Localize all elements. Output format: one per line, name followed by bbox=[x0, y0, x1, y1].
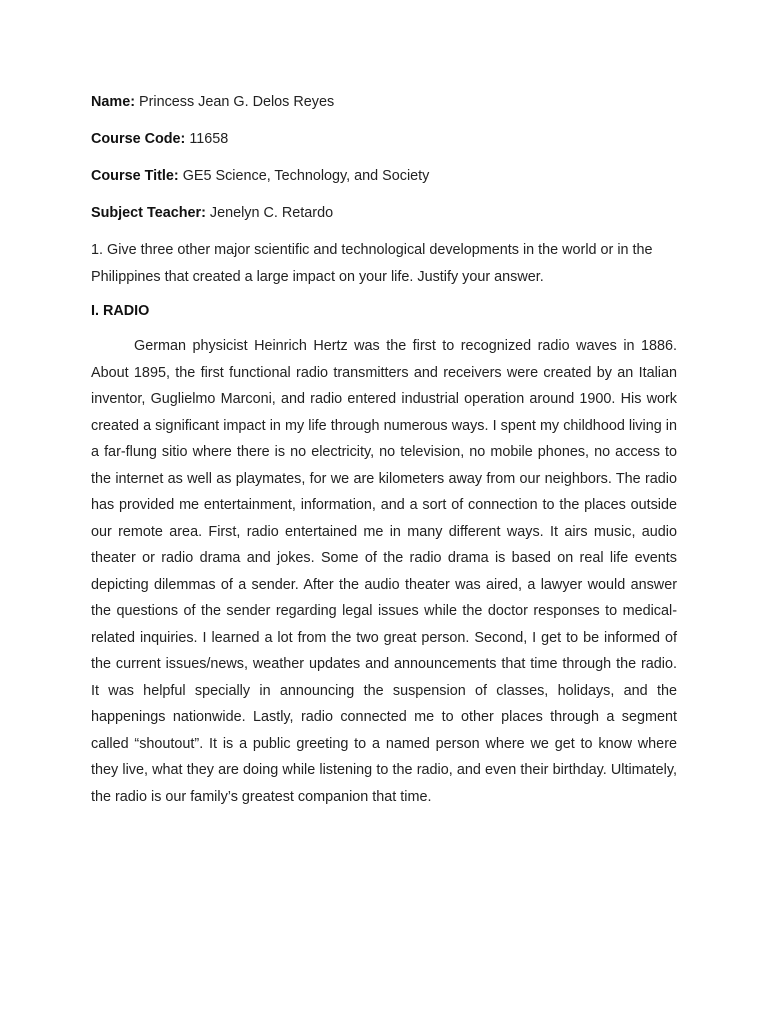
subject-teacher-value: Jenelyn C. Retardo bbox=[209, 205, 334, 221]
course-code-field bbox=[91, 130, 677, 148]
course-code-value: 11658 bbox=[189, 131, 229, 147]
subject-teacher-field bbox=[91, 204, 677, 222]
document-content bbox=[91, 93, 677, 810]
name-label: Name: bbox=[91, 94, 135, 110]
name-value: Princess Jean G. Delos Reyes bbox=[139, 94, 335, 110]
section-heading: I. RADIO bbox=[91, 303, 150, 319]
course-title-field bbox=[91, 167, 677, 185]
essay-paragraph: German physicist Heinrich Hertz was the first to recognized radio waves in 1886. About 1895, the first functional radio transmitters and receivers were created by an Italian inventor, Guglielmo Marconi, and radio entered industrial operation around 1900. His work created a significant impact in my life through numerous ways. I spent my childhood living in a far-flung sitio where there is no electricity, no television, no mobile phones, no access to the internet as well as playmates, for we are kilometers away from our neighbors. The radio has provided me entertainment, information, and a sort of connection to the places outside our remote area. First, radio entertained me in many different ways. It airs music, audio theater or radio drama and jokes. Some of the radio drama is based on real life events depicting dilemmas of a sender. After the audio theater was aired, a lawyer would answer the questions of the sender regarding legal issues while the doctor responses to medical-related inquiries. I learned a lot from the two great person. Second, I get to be informed of the current issues/news, weather updates and announcements that time through the radio. It was helpful specially in announcing the suspension of classes, holidays, and the happenings nationwide. Lastly, radio connected me to other places through a segment called “shoutout”. It is a public greeting to a named person where we get to know where they live, what they are doing while listening to the radio, and even their birthday. Ultimately, the radio is our family’s greatest companion that time. bbox=[91, 338, 677, 805]
course-title-label: Course Title: bbox=[91, 168, 179, 184]
subject-teacher-label: Subject Teacher: bbox=[91, 205, 206, 221]
course-title-value: GE5 Science, Technology, and Society bbox=[182, 168, 430, 184]
question-text: 1. Give three other major scientific and technological developments in the world or in the Philippines that created a large impact on your life. Justify your answer. bbox=[91, 242, 653, 285]
course-code-label: Course Code: bbox=[91, 131, 186, 147]
name-field bbox=[91, 93, 677, 111]
